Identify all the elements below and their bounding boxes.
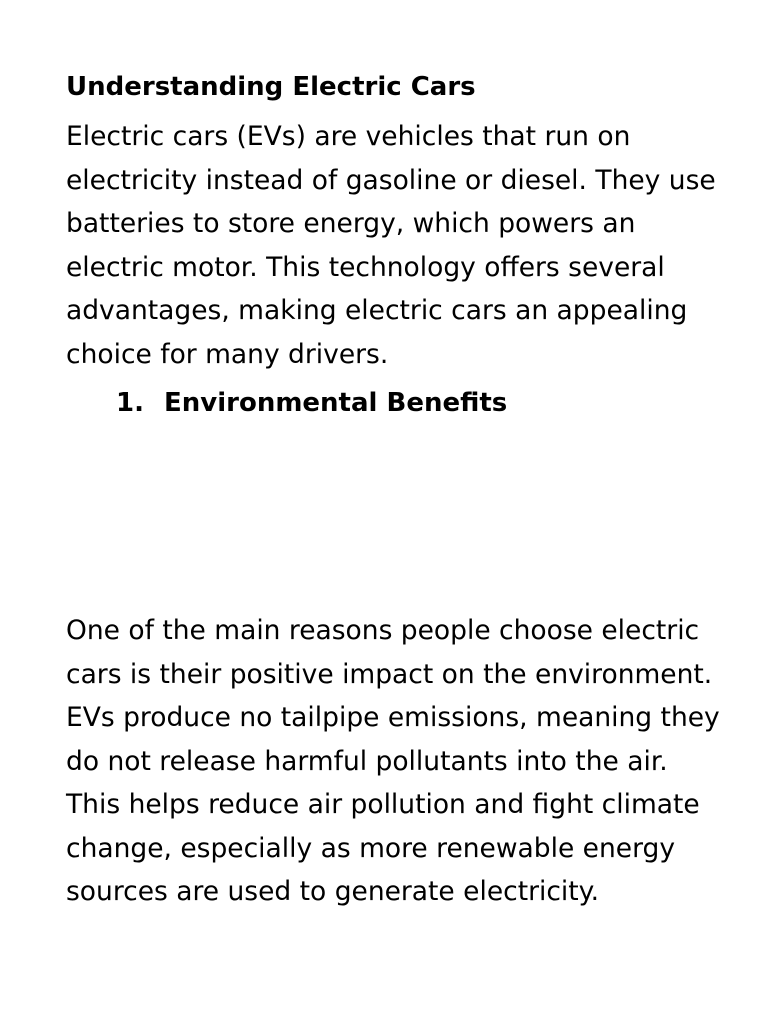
list-item-environmental-benefits: [116, 386, 716, 420]
list-item-label: Environmental Benefits: [164, 388, 508, 418]
intro-paragraph: Electric cars (EVs) are vehicles that run on electricity instead of gasoline or diesel. They use batteries to store energy, which powers an electric motor. This technology offers several advantages, making electric cars an appealing choice for many drivers.: [66, 121, 716, 370]
document-title: Understanding Electric Cars: [66, 72, 476, 102]
list-item-number: 1.: [116, 388, 144, 418]
environmental-benefits-paragraph: One of the main reasons people choose electric cars is their positive impact on the environment. EVs produce no tailpipe emissions, meaning they do not release harmful pollutants into the air. This helps reduce air pollution and fight climate change, especially as more renewable energy sources are used to generate electricity.: [66, 615, 720, 907]
